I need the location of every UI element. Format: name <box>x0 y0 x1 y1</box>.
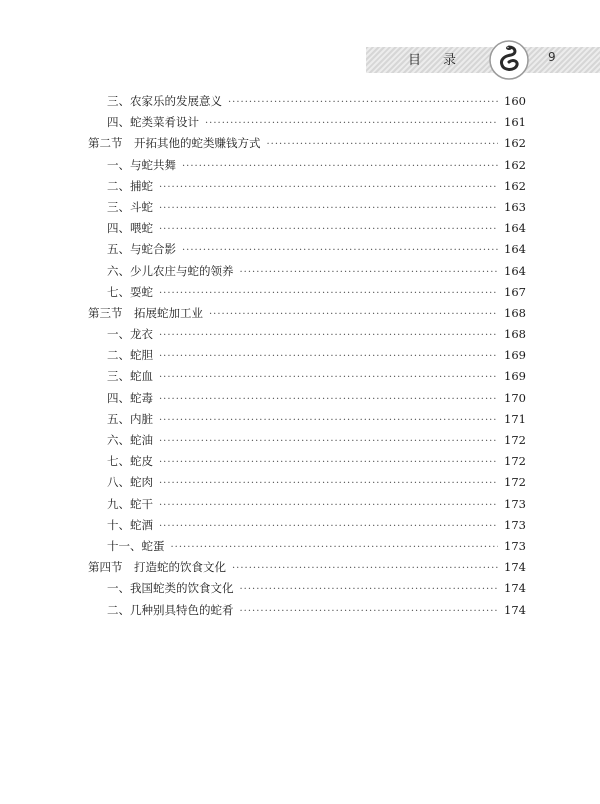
dot-leader <box>205 118 498 129</box>
toc-section[interactable] <box>88 135 526 156</box>
dot-leader <box>209 309 498 320</box>
toc-page-number: 172 <box>504 454 526 469</box>
toc-page-number: 172 <box>504 475 526 490</box>
toc-label: 六、少儿农庄与蛇的领养 <box>107 263 234 278</box>
dot-leader <box>159 478 498 489</box>
header-band <box>366 47 600 73</box>
toc-label: 三、斗蛇 <box>107 199 153 214</box>
dot-leader <box>159 203 498 214</box>
toc-page-number: 160 <box>504 94 526 108</box>
toc-page-number: 164 <box>504 221 526 236</box>
toc-label: 第二节 开拓其他的蛇类赚钱方式 <box>88 136 261 151</box>
toc-item[interactable] <box>88 580 526 601</box>
dot-leader <box>171 542 499 553</box>
toc-label: 一、龙衣 <box>107 327 153 342</box>
dot-leader <box>240 584 499 595</box>
toc-item[interactable] <box>88 474 526 495</box>
dot-leader <box>240 606 499 617</box>
toc-page-number: 174 <box>504 560 526 575</box>
toc-page-number: 164 <box>504 263 526 278</box>
toc-item[interactable] <box>88 453 526 474</box>
toc-item[interactable] <box>88 263 526 284</box>
toc-label: 十一、蛇蛋 <box>107 538 165 553</box>
toc-label: 一、我国蛇类的饮食文化 <box>107 581 234 596</box>
toc-page-number: 173 <box>504 517 526 532</box>
toc-page-number: 164 <box>504 242 526 257</box>
toc-label: 二、几种别具特色的蛇肴 <box>107 602 234 617</box>
toc-page-number: 169 <box>504 348 526 363</box>
toc-page-number: 162 <box>504 136 526 151</box>
toc-label: 六、蛇油 <box>107 433 153 447</box>
toc-page-number: 168 <box>504 327 526 342</box>
toc-page-number: 169 <box>504 369 526 384</box>
toc-item[interactable] <box>88 114 526 135</box>
toc-label: 二、蛇胆 <box>107 348 153 363</box>
toc-page-number: 162 <box>504 178 526 193</box>
header-page-number: 9 <box>548 50 556 64</box>
toc-item[interactable] <box>88 326 526 347</box>
toc-item[interactable] <box>88 390 526 411</box>
toc-item[interactable] <box>88 199 526 220</box>
toc-item[interactable] <box>88 284 526 305</box>
toc-label: 一、与蛇共舞 <box>107 157 176 172</box>
dot-leader <box>159 436 498 447</box>
toc-section[interactable] <box>88 559 526 580</box>
dot-leader <box>159 351 498 362</box>
toc-page-number: 173 <box>504 496 526 511</box>
dot-leader <box>159 288 498 299</box>
toc-page-number: 174 <box>504 602 526 617</box>
toc-page-number: 168 <box>504 305 526 320</box>
toc-page-number: 174 <box>504 581 526 596</box>
toc-item[interactable] <box>88 220 526 241</box>
toc-page-number: 163 <box>504 199 526 214</box>
snake-emblem-icon <box>489 40 529 80</box>
toc-item[interactable] <box>88 178 526 199</box>
toc-page-number: 161 <box>504 115 526 130</box>
dot-leader <box>159 372 498 383</box>
toc-label: 五、与蛇合影 <box>107 242 176 257</box>
dot-leader <box>267 139 499 150</box>
toc-label: 十、蛇酒 <box>107 517 153 532</box>
toc-item[interactable] <box>88 432 526 453</box>
toc-label: 七、蛇皮 <box>107 454 153 469</box>
toc-section[interactable] <box>88 305 526 326</box>
toc-label: 二、捕蛇 <box>107 178 153 193</box>
toc-page-number: 170 <box>504 390 526 405</box>
toc-label: 九、蛇干 <box>107 496 153 511</box>
toc-item[interactable] <box>88 241 526 262</box>
toc-label: 第四节 打造蛇的饮食文化 <box>88 560 226 575</box>
toc-page-number: 167 <box>504 284 526 299</box>
toc-item[interactable] <box>88 496 526 517</box>
toc-label: 第三节 拓展蛇加工业 <box>88 305 203 320</box>
dot-leader <box>159 521 498 532</box>
toc-label: 八、蛇肉 <box>107 475 153 490</box>
toc-label: 四、喂蛇 <box>107 221 153 236</box>
toc-label: 四、蛇毒 <box>107 390 153 405</box>
dot-leader <box>159 500 498 511</box>
toc-label: 五、内脏 <box>107 411 153 426</box>
dot-leader <box>182 245 498 256</box>
toc-item[interactable] <box>88 602 526 623</box>
table-of-contents <box>88 93 526 623</box>
dot-leader <box>159 182 498 193</box>
dot-leader <box>232 563 498 574</box>
dot-leader <box>228 97 498 108</box>
toc-item[interactable] <box>88 517 526 538</box>
toc-page-number: 162 <box>504 157 526 172</box>
toc-item[interactable] <box>88 347 526 368</box>
toc-label: 三、农家乐的发展意义 <box>107 94 222 108</box>
dot-leader <box>159 330 498 341</box>
toc-item[interactable] <box>88 411 526 432</box>
toc-page-number: 171 <box>504 411 526 426</box>
dot-leader <box>159 415 498 426</box>
toc-item[interactable] <box>88 157 526 178</box>
toc-page-number: 172 <box>504 433 526 447</box>
toc-item[interactable] <box>88 368 526 389</box>
toc-label: 四、蛇类菜肴设计 <box>107 115 199 130</box>
dot-leader <box>240 267 499 278</box>
dot-leader <box>182 161 498 172</box>
toc-label: 七、耍蛇 <box>107 284 153 299</box>
toc-label: 三、蛇血 <box>107 369 153 384</box>
header-title: 目录 <box>408 53 479 68</box>
toc-item[interactable] <box>88 538 526 559</box>
dot-leader <box>159 457 498 468</box>
toc-item[interactable] <box>88 93 526 114</box>
dot-leader <box>159 394 498 405</box>
toc-page-number: 173 <box>504 538 526 553</box>
dot-leader <box>159 224 498 235</box>
